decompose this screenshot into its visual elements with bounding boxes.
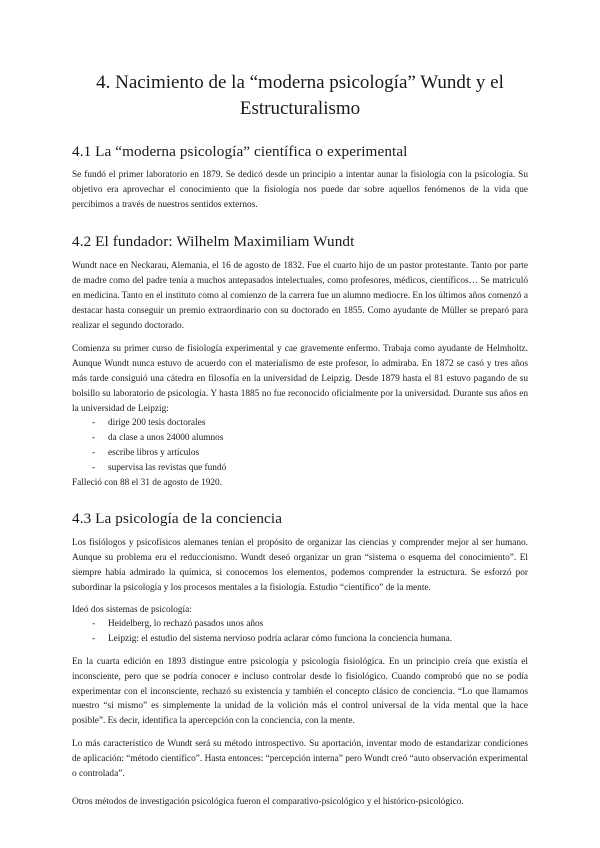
paragraph: Comienza su primer curso de fisiología experimental y cae gravemente enfermo. Trabaja como ayudante de Helmholtz. Aunque Wundt nunca estuvo de acuerdo con el materialismo de este profesor, lo admiraba. En 1872 se casó y tres años más tarde consiguió una cátedra en filosofía en la universidad de Leipzig. Desde 1879 hasta el 81 estuvo pagando de su bolsillo su laboratorio de psicología. Y hasta 1885 no fue reconocido oficialmente por la universidad. Durante sus años en la universidad de Leipzig: xyxy=(72,344,528,414)
list-item: - escribe libros y artículos xyxy=(92,446,528,461)
section-heading-4-3: 4.3 La psicología de la conciencia xyxy=(72,510,283,528)
paragraph: Ideó dos sistemas de psicología: xyxy=(72,604,192,615)
paragraph: Wundt nace en Neckarau, Alemania, el 16 de agosto de 1832. Fue el cuarto hijo de un pastor protestante. Tanto por parte de madre como del padre tenía a muchos antepasados intelectuales, como profesores, médicos, científicos… Se matriculó en medicina. Tanto en el instituto como al comienzo de la carrera fue un alumno mediocre. En los últimos años comenzó a destacar hasta conseguir un premio extraordinario con su doctorado en 1855. Como ayudante de Müller se preparó para realizar el segundo doctorado. xyxy=(72,261,528,331)
page-title: 4. Nacimiento de la “moderna psicología” Wundt y el Estructuralismo xyxy=(96,72,504,119)
list-item: - Heidelberg, lo rechazó pasados unos años xyxy=(92,617,528,632)
paragraph: Se fundó el primer laboratorio en 1879. Se dedicó desde un principio a intentar aunar la fisiología con la psicología. Su objetivo era aprovechar el conocimiento que la fisiología nos puede dar sobre aquellos fenómenos de la vida que percibimos a través de nuestros sentidos externos. xyxy=(72,170,528,210)
list-item: - da clase a unos 24000 alumnos xyxy=(92,431,528,446)
bullet-list xyxy=(72,617,528,647)
list-item: - supervisa las revistas que fundó xyxy=(92,461,528,476)
paragraph: En la cuarta edición en 1893 distingue entre psicología y psicología fisiológica. En un principio creía que existía el inconsciente, pero que se podría conocer e incluso controlar desde lo fisiológico. Cuando comprobó que no se podía experimentar con el inconsciente, rechazó su existencia y también el concepto clásico de conciencia. “Lo que llamamos nuestro “sí mismo” es simplemente la unidad de la volición más el control universal de la vida mental que la hace posible”. Es decir, identifica la apercepción con la conciencia, con la mente. xyxy=(72,656,528,727)
list-item: - dirige 200 tesis doctorales xyxy=(92,416,528,431)
paragraph: Lo más característico de Wundt será su método introspectivo. Su aportación, inventar modo de estandarizar condiciones de aplicación: “método científico”. Hasta entonces: “percepción interna” pero Wundt creó “auto observación experimental o controlada”. xyxy=(72,738,528,779)
paragraph: Falleció con 88 el 31 de agosto de 1920. xyxy=(72,477,223,488)
section-heading-4-2: 4.2 El fundador: Wilhelm Maximiliam Wundt xyxy=(72,233,355,251)
section-heading-4-1: 4.1 La “moderna psicología” científica o experimental xyxy=(72,143,408,160)
bullet-list xyxy=(72,416,528,475)
list-item: - Leipzig: el estudio del sistema nervioso podría aclarar cómo funciona la conciencia humana. xyxy=(92,632,528,647)
paragraph: Otros métodos de investigación psicológica fueron el comparativo-psicológico y el histórico-psicológico. xyxy=(72,797,464,808)
paragraph: Los fisiólogos y psicofísicos alemanes tenían el propósito de organizar las ciencias y comprender mejor al ser humano. Aunque su problema era el reduccionismo. Wundt deseó organizar un gran “sistema o esquema del conocimiento”. El siempre había admirado la química, si conocemos los elementos, podemos comprender la estructura. Se esforzó por subordinar la psicología y los procesos mentales a la fisiología. Estudio “científico” de la mente. xyxy=(72,538,528,593)
